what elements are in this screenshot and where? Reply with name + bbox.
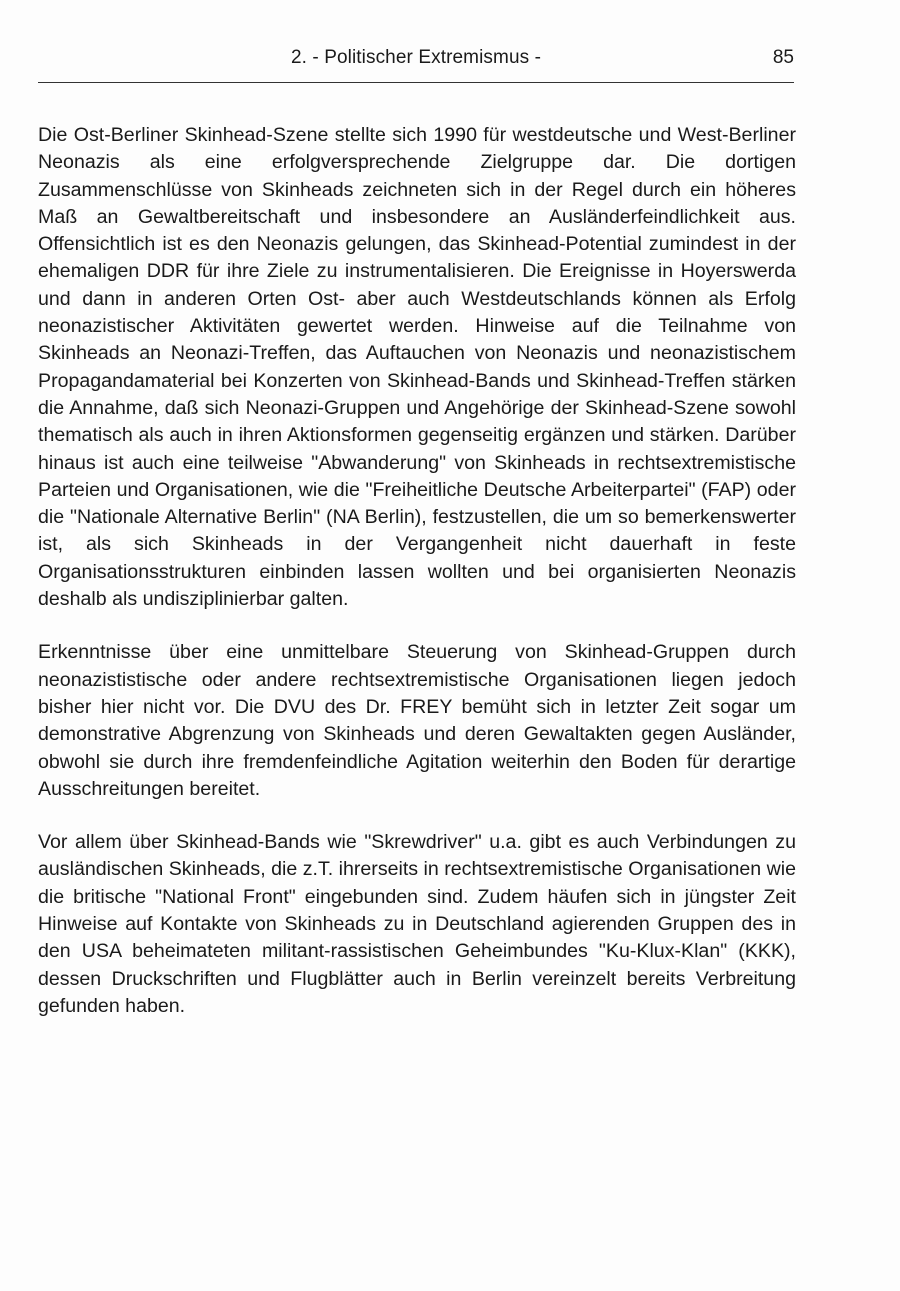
page-number: 85 (772, 47, 794, 68)
running-header (38, 44, 794, 72)
body-text (38, 122, 796, 1046)
paragraph-3: Vor allem über Skinhead-Bands wie "Skrewdriver" u.a. gibt es auch Verbindungen zu ausländischen Skinheads, die z.T. ihrerseits in rechtsextremistische Organisationen wie die britische "National Front" eingebunden sind. Zudem häufen sich in jüngster Zeit Hinweise auf Kontakte von Skinheads zu in Deutschland agierenden Gruppen des in den USA beheimateten militant-rassistischen Geheimbundes "Ku-Klux-Klan" (KKK), dessen Druckschriften und Flugblätter auch in Berlin vereinzelt bereits Verbreitung gefunden haben. (38, 831, 796, 1017)
paragraph-2: Erkenntnisse über eine unmittelbare Steuerung von Skinhead-Gruppen durch neonazististische oder andere rechtsextremistische Organisationen liegen jedoch bisher hier nicht vor. Die DVU des Dr. FREY bemüht sich in letzter Zeit sogar um demonstrative Abgrenzung von Skinheads und deren Gewaltakten gegen Ausländer, obwohl sie durch ihre fremdenfeindliche Agitation weiterhin den Boden für derartige Ausschreitungen bereitet. (38, 641, 796, 800)
header-divider (38, 82, 794, 83)
chapter-title: 2. - Politischer Extremismus - (290, 47, 542, 68)
paragraph-1: Die Ost-Berliner Skinhead-Szene stellte sich 1990 für westdeutsche und West-Berliner Neonazis als eine erfolgversprechende Zielgruppe dar. Die dortigen Zusammenschlüsse von Skinheads zeichneten sich in der Regel durch ein höheres Maß an Gewaltbereitschaft und insbesondere an Ausländerfeindlichkeit aus. Offensichtlich ist es den Neonazis gelungen, das Skinhead-Potential zumindest in der ehemaligen DDR für ihre Ziele zu instrumentalisieren. Die Ereignisse in Hoyerswerda und dann in anderen Orten Ost- aber auch Westdeutschlands können als Erfolg neonazistischer Aktivitäten gewertet werden. Hinweise auf die Teilnahme von Skinheads an Neonazi-Treffen, das Auftauchen von Neonazis und neonazistischem Propagandamaterial bei Konzerten von Skinhead-Bands und Skinhead-Treffen stärken die Annahme, daß sich Neonazi-Gruppen und Angehörige der Skinhead-Szene sowohl thematisch als auch in ihren Aktionsformen gegenseitig ergänzen und stärken. Darüber hinaus ist auch eine teilweise "Abwanderung" von Skinheads in rechtsextremistische Parteien und Organisationen, wie die "Freiheitliche Deutsche Arbeiterpartei" (FAP) oder die "Nationale Alternative Berlin" (NA Berlin), festzustellen, die um so bemerkenswerter ist, als sich Skinheads in der Vergangenheit nicht dauerhaft in feste Organisationsstrukturen einbinden lassen wollten und bei organisierten Neonazis deshalb als undisziplinierbar galten. (38, 124, 796, 611)
